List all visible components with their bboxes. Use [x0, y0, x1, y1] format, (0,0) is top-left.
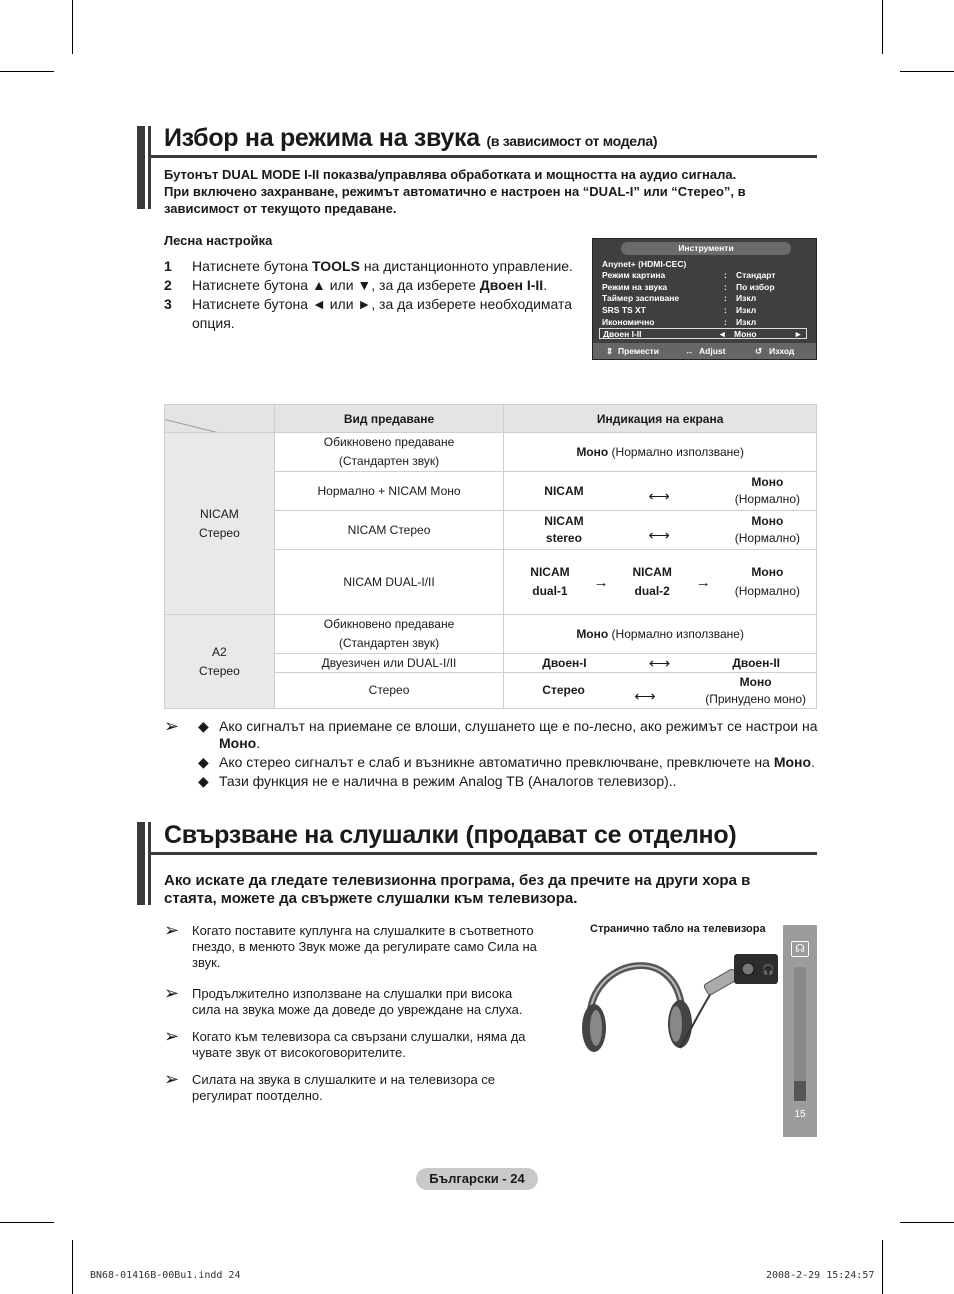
table-header: Индикация на екрана: [504, 405, 817, 433]
broadcast-label: Обикновено предаване: [323, 435, 455, 449]
section-intro: [164, 166, 814, 217]
note-bold: Моно: [773, 754, 812, 770]
step-item: [164, 296, 584, 315]
footer-move: Премести: [618, 346, 659, 356]
menu-row-label: Икономично: [602, 317, 655, 327]
crop-mark: [0, 71, 54, 72]
crop-mark: [900, 71, 954, 72]
note-text: регулират поотделно.: [192, 1088, 323, 1103]
indication-cell: [504, 615, 817, 654]
indication-value: Моно: [751, 514, 784, 528]
step-text-bold: TOOLS: [311, 258, 360, 274]
step-text-pre: Натиснете бутона ▲ или ▼, за да изберете: [192, 277, 480, 293]
crop-mark: [0, 1222, 54, 1223]
table-header: Вид предаване: [274, 405, 504, 433]
broadcast-cell: [274, 615, 504, 654]
broadcast-cell: [274, 433, 504, 472]
headphone-jack-icon: [742, 963, 754, 975]
indication-value: NICAM: [530, 565, 570, 579]
indication-value: Стерео: [542, 683, 585, 697]
broadcast-label: (Стандартен звук): [338, 454, 440, 468]
title-rule: [151, 852, 817, 855]
leftright-icon: ↔: [685, 346, 694, 356]
indication-note: (Нормално): [734, 584, 800, 598]
menu-row-selected: [599, 328, 807, 339]
table-row: [165, 615, 817, 654]
note-text: гнездо, в менюто Звук може да регулирате само Сила на: [192, 939, 537, 954]
indication-pair: [544, 513, 583, 547]
menu-row-sep: :: [724, 317, 727, 327]
crop-mark: [882, 1240, 883, 1294]
indication-normal: (Нормално използване): [608, 445, 744, 459]
tools-menu: [592, 238, 817, 360]
broadcast-label: Стерео: [274, 673, 504, 709]
note-text-post: .: [256, 735, 261, 751]
indication-normal: (Нормално използване): [608, 627, 744, 641]
menu-row-value: Изкл: [736, 305, 757, 315]
crop-mark: [900, 1222, 954, 1223]
indication-cell: [504, 654, 817, 673]
section-title: [164, 124, 657, 153]
indication-value: stereo: [545, 531, 582, 545]
indication-value: Моно: [739, 674, 772, 689]
tools-menu-footer: [593, 343, 816, 359]
headphone-plug: [703, 968, 738, 995]
diamond-bullet-icon: ◆: [198, 718, 209, 734]
menu-row: [602, 317, 808, 328]
indication-value: NICAM: [544, 514, 584, 528]
note-text: звук.: [192, 955, 221, 970]
file-info: BN68-01416B-00Bu1.indd 24: [90, 1270, 241, 1281]
menu-row-sep: :: [724, 270, 727, 280]
indication-value: NICAM: [544, 483, 584, 498]
menu-row-label: Таймер заспиване: [602, 293, 680, 303]
right-arrow-icon: →: [593, 573, 609, 591]
indication-value: NICAM: [632, 565, 672, 579]
indication-bold: Моно: [576, 445, 609, 459]
note-item: [164, 920, 574, 986]
step-number: 3: [164, 296, 172, 312]
section-title: Свързване на слушалки (продават се отделно): [164, 821, 737, 849]
menu-row-label: Двоен I-II: [603, 329, 642, 339]
note-item: [198, 754, 818, 771]
step-item: [164, 258, 584, 277]
table-row: [165, 433, 817, 472]
crop-mark: [72, 1240, 73, 1294]
section-bar: [137, 126, 151, 209]
section-intro: [164, 872, 814, 908]
headphone-notes: [164, 920, 574, 1112]
note-text: Продължително използване на слушалки при висока: [192, 986, 513, 1001]
menu-row-sep: :: [724, 293, 727, 303]
tv-side-panel: [783, 925, 817, 1137]
indication-cell: [504, 673, 817, 709]
panel-caption: Странично табло на телевизора: [590, 923, 766, 935]
left-arrow-icon: ◄: [718, 329, 727, 339]
step-number: 1: [164, 258, 172, 274]
broadcast-label: Двуезичен или DUAL-I/II: [274, 654, 504, 673]
updown-icon: ⇕: [606, 346, 614, 356]
double-arrow-icon: ⟷: [634, 688, 656, 705]
indication-pair: [735, 563, 800, 601]
indication-value: dual-1: [532, 584, 568, 598]
group-label: Стерео: [199, 525, 240, 540]
double-arrow-icon: ⟷: [648, 526, 670, 544]
step-text: Натиснете бутона ◄ или ►, за да изберете необходимата: [192, 296, 573, 312]
footer-exit: Изход: [769, 346, 795, 356]
indication-cell: [504, 433, 817, 472]
menu-row: [602, 282, 808, 293]
note-text: Когато поставите куплунга на слушалките в съответното: [192, 923, 534, 938]
crop-mark: [72, 0, 73, 54]
step-text-post: на дистанционното управление.: [359, 258, 573, 274]
menu-row-sep: :: [724, 282, 727, 292]
note-text-post: .: [811, 754, 815, 770]
step-number: 2: [164, 277, 172, 293]
menu-row-value: Изкл: [736, 317, 757, 327]
indication-cell: [504, 511, 817, 550]
menu-row-label: SRS TS XT: [602, 305, 646, 315]
note-text: Когато към телевизора са свързани слушалки, няма да: [192, 1029, 526, 1044]
intro-line: Ако искате да гледате телевизионна програма, без да пречите на други хора в: [164, 872, 751, 889]
indication-cell: [504, 472, 817, 511]
indication-cell: [504, 550, 817, 615]
notes-list: [198, 718, 818, 790]
return-icon: ↺: [755, 346, 763, 356]
note-arrow-icon: ➢: [164, 716, 180, 736]
step-text-pre: Натиснете бутона: [192, 258, 312, 274]
step-item: [164, 277, 584, 296]
group-label: NICAM: [200, 506, 239, 521]
indication-value: dual-2: [634, 584, 670, 598]
menu-row-label: Anynet+ (HDMI-CEC): [602, 259, 687, 269]
note-item: [164, 1026, 574, 1072]
indication-pair: [735, 474, 800, 508]
section-bar: [137, 822, 151, 905]
indication-pair: [705, 674, 806, 708]
note-item: [164, 983, 574, 1029]
intro-line: стаята, можете да свържете слушалки към телевизора.: [164, 890, 578, 907]
step-text: [192, 277, 547, 294]
menu-row-label: Режим картина: [602, 270, 666, 280]
note-item: [198, 773, 818, 790]
volume-bar-fill: [794, 1081, 806, 1101]
title-rule: [151, 155, 817, 158]
step-text-bold: Двоен I-II: [479, 277, 544, 293]
broadcast-label: NICAM Стерео: [274, 511, 504, 550]
note-arrow-icon: ➢: [164, 1069, 180, 1089]
note-text: Ако сигналът на приемане се влоши, слушането ще е по-лесно, ако режимът се настрои на: [219, 718, 818, 734]
indication-note: (Нормално): [734, 492, 800, 506]
menu-row: [602, 293, 808, 304]
headband-shape: [590, 966, 682, 1020]
right-arrow-icon: →: [695, 573, 711, 591]
indication-bold: Моно: [576, 627, 609, 641]
broadcast-label: NICAM DUAL-I/II: [274, 550, 504, 615]
intro-line: При включено захранване, режимът автоматично е настроен на “DUAL-I” или “Стерео”, в: [164, 184, 746, 199]
indication-note: (Нормално): [734, 531, 800, 545]
indication-pair: [530, 563, 569, 601]
note-item: [164, 1069, 574, 1112]
right-ear-pad: [670, 1006, 682, 1042]
indication-value: Двоен-I: [542, 655, 587, 670]
indication-value: Моно: [751, 565, 784, 579]
broadcast-label: Нормално + NICAM Моно: [274, 472, 504, 511]
easy-setup-title: Лесна настройка: [164, 233, 273, 248]
note-arrow-icon: ➢: [164, 983, 180, 1003]
crop-mark: [882, 0, 883, 54]
menu-row-label: Режим на звука: [602, 282, 668, 292]
section-title-note: (в зависимост от модела): [486, 133, 658, 149]
double-arrow-icon: ⟷: [648, 654, 671, 672]
step-text-cont: опция.: [192, 315, 235, 331]
section-title-text: Избор на режима на звука: [164, 124, 480, 152]
note-text: сила на звука може да доведе до увреждане на слуха.: [192, 1002, 523, 1017]
group-label: Стерео: [199, 663, 240, 678]
indication-pair: [633, 563, 672, 601]
left-ear-pad: [590, 1010, 602, 1046]
menu-row: [602, 270, 808, 281]
note-text: Ако стерео сигналът е слаб и възникне автоматично превключване, превключете на: [219, 754, 774, 770]
menu-row-value: По избор: [736, 282, 775, 292]
note-item: [198, 718, 818, 752]
headphones-illustration: [576, 940, 784, 1070]
right-arrow-icon: ►: [794, 329, 803, 339]
date-info: 2008-2-29 15:24:57: [766, 1270, 875, 1281]
double-arrow-icon: ⟷: [648, 487, 670, 505]
indication-note: (Принудено моно): [705, 691, 806, 706]
note-text: чувате звук от високоговорителите.: [192, 1045, 406, 1060]
note-arrow-icon: ➢: [164, 920, 180, 940]
diamond-bullet-icon: ◆: [198, 773, 209, 789]
group-cell: [165, 433, 275, 615]
menu-row-sep: :: [724, 305, 727, 315]
note-arrow-icon: ➢: [164, 1026, 180, 1046]
indication-value: Двоен-II: [732, 655, 780, 670]
broadcast-label: (Стандартен звук): [338, 636, 440, 650]
menu-row-value: Изкл: [736, 293, 757, 303]
group-label: A2: [212, 644, 227, 659]
volume-value: 15: [794, 1109, 806, 1120]
sound-modes-table: [164, 404, 817, 709]
note-text: Силата на звука в слушалките и на телевизора се: [192, 1072, 496, 1087]
menu-row-value: Моно: [734, 329, 757, 339]
menu-row: [602, 305, 808, 316]
group-cell: [165, 615, 275, 709]
headphone-symbol-icon: 🎧: [762, 965, 775, 976]
menu-row-value: Стандарт: [736, 270, 776, 280]
intro-line: зависимост от текущото предаване.: [164, 201, 397, 216]
footer-adjust: Adjust: [699, 346, 726, 356]
tools-menu-title: Инструменти: [621, 242, 791, 255]
page-number-badge: Български - 24: [416, 1168, 538, 1190]
broadcast-label: Обикновено предаване: [323, 617, 455, 631]
step-text: [192, 258, 573, 275]
indication-pair: [735, 513, 800, 547]
note-bold: Моно: [219, 735, 257, 751]
headphone-icon: ☊: [791, 941, 809, 957]
steps-list: [164, 258, 584, 332]
diamond-bullet-icon: ◆: [198, 754, 209, 770]
step-text-post: .: [543, 277, 548, 293]
intro-line: Бутонът DUAL MODE I-II показва/управлява обработката и мощността на аудио сигнала.: [164, 167, 737, 182]
note-text: Тази функция не е налична в режим Analog TB (Аналогов телевизор)..: [219, 773, 677, 789]
table-corner: [165, 405, 275, 433]
table-header-row: [165, 405, 817, 433]
indication-value: Моно: [751, 475, 784, 489]
menu-row: [602, 259, 808, 270]
